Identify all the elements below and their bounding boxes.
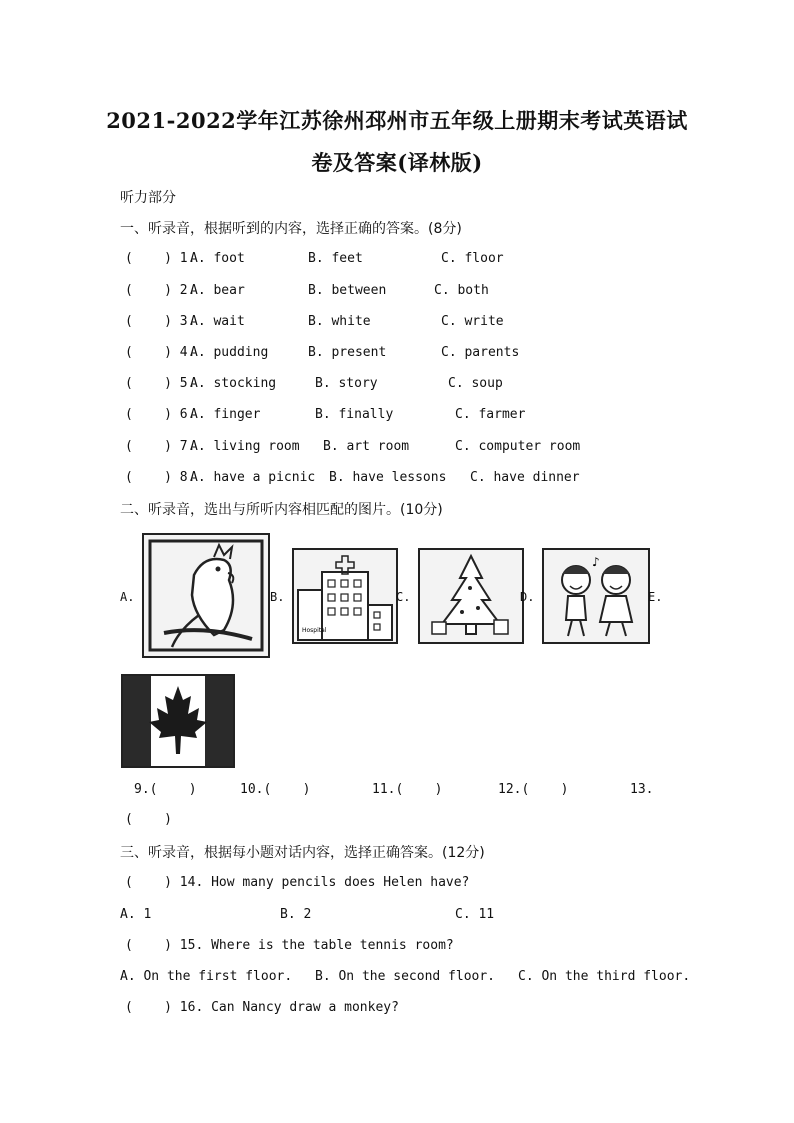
option-c: C. soup bbox=[448, 376, 503, 391]
option-c: C. parents bbox=[441, 345, 520, 360]
hospital-icon bbox=[294, 550, 396, 642]
option-b: B. have lessons bbox=[329, 470, 447, 485]
question-14: ( ) 14. How many pencils does Helen have? bbox=[125, 875, 470, 890]
picture-label-a: A. bbox=[120, 590, 135, 604]
q14-option-b: B. 2 bbox=[280, 907, 312, 922]
section2-heading: 二、听录音，选出与所听内容相匹配的图片。(10分) bbox=[120, 502, 443, 518]
picture-label-c: C. bbox=[396, 590, 411, 604]
option-a: A. foot bbox=[190, 251, 245, 266]
parrot-icon bbox=[144, 535, 268, 656]
option-b: B. finally bbox=[315, 407, 394, 422]
option-a: A. finger bbox=[190, 407, 261, 422]
q14-option-c: C. 11 bbox=[455, 907, 495, 922]
option-c: C. write bbox=[441, 314, 504, 329]
question-number[interactable]: ( ) 2. bbox=[125, 283, 196, 298]
part-label: 听力部分 bbox=[120, 190, 176, 206]
q15-option-a: A. On the first floor. bbox=[120, 969, 293, 984]
hospital-picture bbox=[292, 548, 398, 644]
answer-blank-11[interactable]: 11.( ) bbox=[372, 782, 443, 797]
option-a: A. bear bbox=[190, 283, 245, 298]
option-a: A. pudding bbox=[190, 345, 269, 360]
canada-flag-picture bbox=[121, 674, 235, 768]
option-a: A. stocking bbox=[190, 376, 277, 391]
question-number[interactable]: ( ) 4. bbox=[125, 345, 196, 360]
answer-blank-13[interactable]: ( ) bbox=[125, 812, 172, 827]
option-a: A. wait bbox=[190, 314, 245, 329]
children-dancing-picture bbox=[542, 548, 650, 644]
option-b: B. feet bbox=[308, 251, 363, 266]
answer-blank-13-number: 13. bbox=[630, 782, 654, 797]
q15-option-c: C. On the third floor. bbox=[518, 969, 691, 984]
music-note-icon: ♪ bbox=[592, 555, 600, 569]
option-a: A. have a picnic bbox=[190, 470, 316, 485]
option-b: B. present bbox=[308, 345, 387, 360]
question-16: ( ) 16. Can Nancy draw a monkey? bbox=[125, 1000, 399, 1015]
answer-blank-12[interactable]: 12.( ) bbox=[498, 782, 569, 797]
question-number[interactable]: ( ) 5. bbox=[125, 376, 196, 391]
question-number[interactable]: ( ) 7. bbox=[125, 439, 196, 454]
maple-leaf-flag-icon bbox=[123, 676, 233, 766]
document-title-line-1: 2021-2022学年江苏徐州邳州市五年级上册期末考试英语试 bbox=[106, 108, 688, 133]
option-b: B. between bbox=[308, 283, 387, 298]
option-b: B. art room bbox=[323, 439, 410, 454]
question-number[interactable]: ( ) 8. bbox=[125, 470, 196, 485]
picture-label-d: D. bbox=[520, 590, 535, 604]
q14-option-a: A. 1 bbox=[120, 907, 152, 922]
document-title-line-2: 卷及答案(译林版) bbox=[311, 150, 483, 175]
hospital-sign-text: Hospital bbox=[302, 627, 327, 634]
answer-blank-9[interactable]: 9.( ) bbox=[134, 782, 197, 797]
christmas-tree-icon bbox=[420, 550, 522, 642]
question-number[interactable]: ( ) 3. bbox=[125, 314, 196, 329]
option-c: C. floor bbox=[441, 251, 504, 266]
option-c: C. farmer bbox=[455, 407, 526, 422]
question-number[interactable]: ( ) 1. bbox=[125, 251, 196, 266]
option-c: C. computer room bbox=[455, 439, 581, 454]
option-c: C. both bbox=[434, 283, 489, 298]
q15-option-b: B. On the second floor. bbox=[315, 969, 496, 984]
section1-heading: 一、听录音，根据听到的内容，选择正确的答案。(8分) bbox=[120, 221, 462, 237]
parrot-picture bbox=[142, 533, 270, 658]
option-b: B. story bbox=[315, 376, 378, 391]
question-15: ( ) 15. Where is the table tennis room? bbox=[125, 938, 454, 953]
question-number[interactable]: ( ) 6. bbox=[125, 407, 196, 422]
children-dancing-icon bbox=[544, 550, 648, 642]
option-b: B. white bbox=[308, 314, 371, 329]
option-c: C. have dinner bbox=[470, 470, 580, 485]
option-a: A. living room bbox=[190, 439, 300, 454]
picture-label-b: B. bbox=[270, 590, 285, 604]
picture-label-e: E. bbox=[648, 590, 663, 604]
answer-blank-10[interactable]: 10.( ) bbox=[240, 782, 311, 797]
christmas-tree-picture bbox=[418, 548, 524, 644]
section3-heading: 三、听录音，根据每小题对话内容，选择正确答案。(12分) bbox=[120, 845, 485, 861]
